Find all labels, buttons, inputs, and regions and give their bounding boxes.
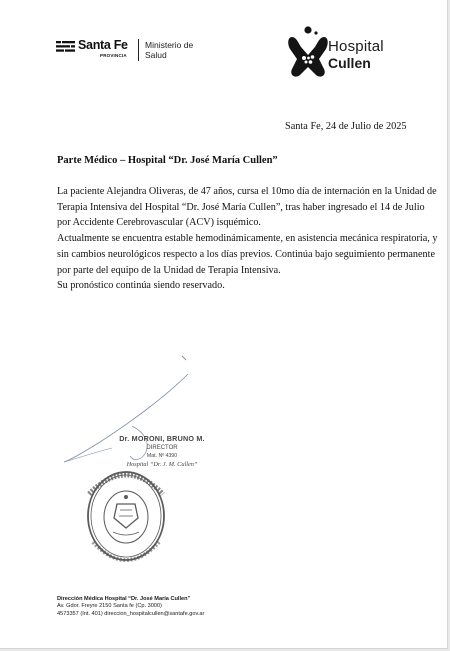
- report-body: [57, 184, 438, 294]
- body-line: Actualmente se encuentra estable hemodinámicamente, en asistencia mecánica respiratoria, y: [57, 233, 438, 245]
- santa-fe-name: Santa Fe: [78, 38, 128, 52]
- footer-line: Dirección Médica Hospital “Dr. José María Cullen”: [57, 596, 191, 602]
- cullen-logo-text: Cullen: [328, 55, 371, 71]
- hospital-cullen-logo-icon: [284, 25, 332, 80]
- signer-block: [107, 435, 217, 469]
- body-line: Su pronóstico continúa siendo reservado.: [57, 280, 225, 292]
- santa-fe-logo: [56, 38, 131, 62]
- signer-license: Mat. Nº 4390: [146, 453, 178, 459]
- ministry-line: Salud: [145, 50, 167, 60]
- document-date: Santa Fe, 24 de Julio de 2025: [285, 121, 407, 132]
- body-line: sin cambios neurológicos respecto a los días previos. Continúa bajo seguimiento permanente: [57, 248, 435, 260]
- footer-contact: [57, 596, 204, 618]
- signer-hospital: Hospital “Dr. J. M. Cullen”: [126, 460, 198, 468]
- body-line: por Accidente Cerebrovascular (ACV) isquémico.: [57, 217, 261, 229]
- signer-role: DIRECTOR: [146, 444, 178, 451]
- header-divider: [138, 39, 139, 61]
- document-title: Parte Médico – Hospital “Dr. José María Cullen”: [57, 155, 278, 166]
- official-seal-icon: [83, 466, 169, 573]
- ministry-label: [145, 40, 193, 60]
- body-line: Terapia Intensiva del Hospital “Dr. José María Cullen”, tras haber ingresado el 14 de Julio: [57, 201, 425, 213]
- footer-line: Av. Gdor. Freyre 2150 Santa fe (Cp. 3000): [57, 603, 162, 610]
- ministry-line: Ministerio de: [145, 40, 194, 50]
- santa-fe-emblem-icon: [56, 40, 76, 54]
- province-label: PROVINCIA: [100, 53, 127, 58]
- body-line: por parte del equipo de la Unidad de Terapia Intensiva.: [57, 264, 281, 276]
- hospital-logo-text: Hospital: [328, 38, 384, 55]
- footer-line: 4573357 (Int. 401) direccion_hospitalcullen@santafe.gov.ar: [57, 610, 205, 617]
- signer-name: Dr. MORONI, BRUNO M.: [119, 434, 205, 443]
- body-line: La paciente Alejandra Oliveras, de 47 años, cursa el 10mo día de internación en la Unidad de: [57, 186, 437, 197]
